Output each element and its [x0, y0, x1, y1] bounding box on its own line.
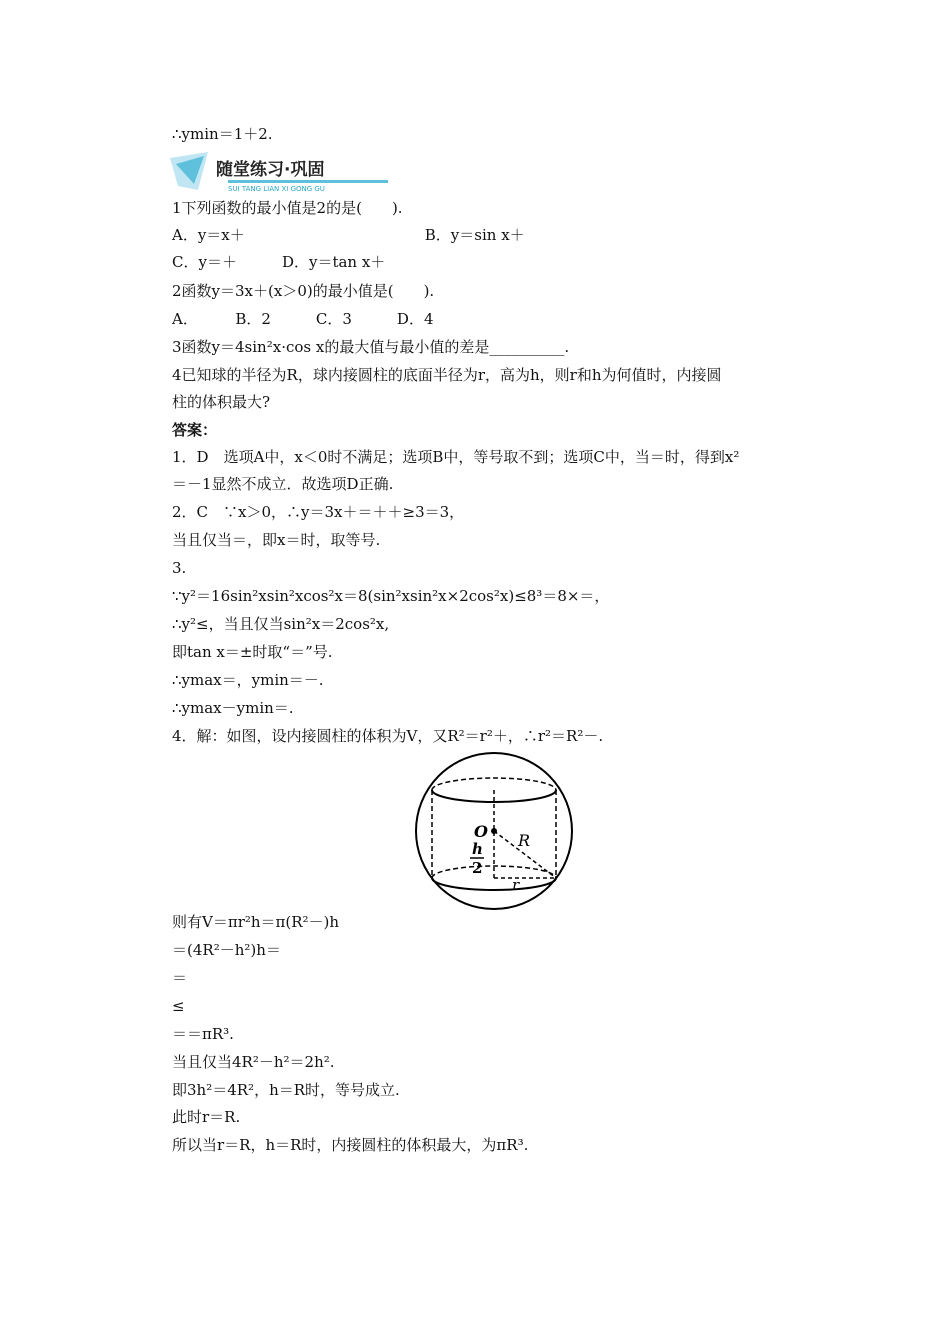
center-point: [491, 828, 497, 834]
banner-subtitle: SUI TANG LIAN XI GONG GU: [228, 185, 325, 192]
section-banner: [168, 150, 398, 192]
answer-3-line-4: ∴ymax＝，ymin＝－.: [172, 671, 324, 689]
solution-line-6: 当且仅当4R²－h²＝2h².: [172, 1053, 335, 1071]
top-line: ∴ymin＝1＋2.: [172, 125, 273, 143]
question-1: 1下列函数的最小值是2的是( ).: [172, 199, 403, 217]
top-ellipse-back: [432, 778, 556, 790]
solution-line-1: 则有V＝πr²h＝π(R²－)h: [172, 913, 340, 931]
solution-line-9: 所以当r＝R，h＝R时，内接圆柱的体积最大，为πR³.: [172, 1136, 529, 1154]
label-h: h: [472, 840, 483, 858]
banner-underline: [228, 180, 388, 183]
answers-heading: 答案：: [172, 421, 218, 439]
answer-2-line-2: 当且仅当＝，即x＝时，取等号.: [172, 531, 381, 549]
answer-1-line-1: 1．D 选项A中，x＜0时不满足；选项B中，等号取不到；选项C中，当＝时，得到x²: [172, 448, 740, 466]
sphere-cylinder-diagram: [412, 750, 576, 912]
answer-3-line-3: 即tan x＝±时取“＝”号.: [172, 643, 333, 661]
solution-line-5: ＝＝πR³.: [172, 1025, 234, 1043]
answer-2-line-1: 2．C ∵x＞0，∴y＝3x＋＝＋＋≥3＝3，: [172, 503, 465, 521]
question-2: 2函数y＝3x＋(x＞0)的最小值是( ).: [172, 282, 435, 300]
label-2: 2: [472, 859, 483, 877]
solution-line-4: ≤: [172, 997, 185, 1015]
answer-3-line-5: ∴ymax－ymin＝.: [172, 699, 294, 717]
solution-line-7: 即3h²＝4R²，h＝R时，等号成立.: [172, 1081, 400, 1099]
solution-line-3: ＝: [172, 969, 188, 987]
answer-3-line-2: ∴y²≤，当且仅当sin²x＝2cos²x,: [172, 615, 390, 633]
solution-line-8: 此时r＝R.: [172, 1108, 241, 1126]
banner-title: 随堂练习·巩固: [216, 160, 325, 180]
answer-1-line-2: ＝－1显然不成立．故选项D正确.: [172, 475, 394, 493]
answer-4-line-1: 4．解：如图，设内接圆柱的体积为V，又R²＝r²＋，∴r²＝R²－.: [172, 727, 604, 745]
answer-3-line-1: ∵y²＝16sin²xsin²xcos²x＝8(sin²xsin²x×2cos²x)≤8³＝8×＝，: [172, 587, 610, 605]
question-3: 3函数y＝4sin²x·cos x的最大值与最小值的差是__________.: [172, 338, 570, 356]
label-R: R: [518, 831, 531, 850]
solution-line-2: ＝(4R²－h²)h＝: [172, 941, 281, 959]
bottom-ellipse-front: [432, 878, 556, 890]
label-O: O: [474, 822, 488, 841]
question-4-line-2: 柱的体积最大?: [172, 393, 271, 411]
question-2-options: A． B．2 C．3 D．4: [172, 310, 434, 328]
question-1-options-cd: C．y＝＋ D．y＝tan x＋: [172, 253, 386, 271]
question-4-line-1: 4已知球的半径为R，球内接圆柱的底面半径为r，高为h，则r和h为何值时，内接圆: [172, 366, 722, 384]
label-r: r: [512, 876, 520, 894]
answer-3-heading: 3.: [172, 559, 187, 577]
question-1-options-ab: A．y＝x＋ B．y＝sin x＋: [172, 226, 525, 244]
